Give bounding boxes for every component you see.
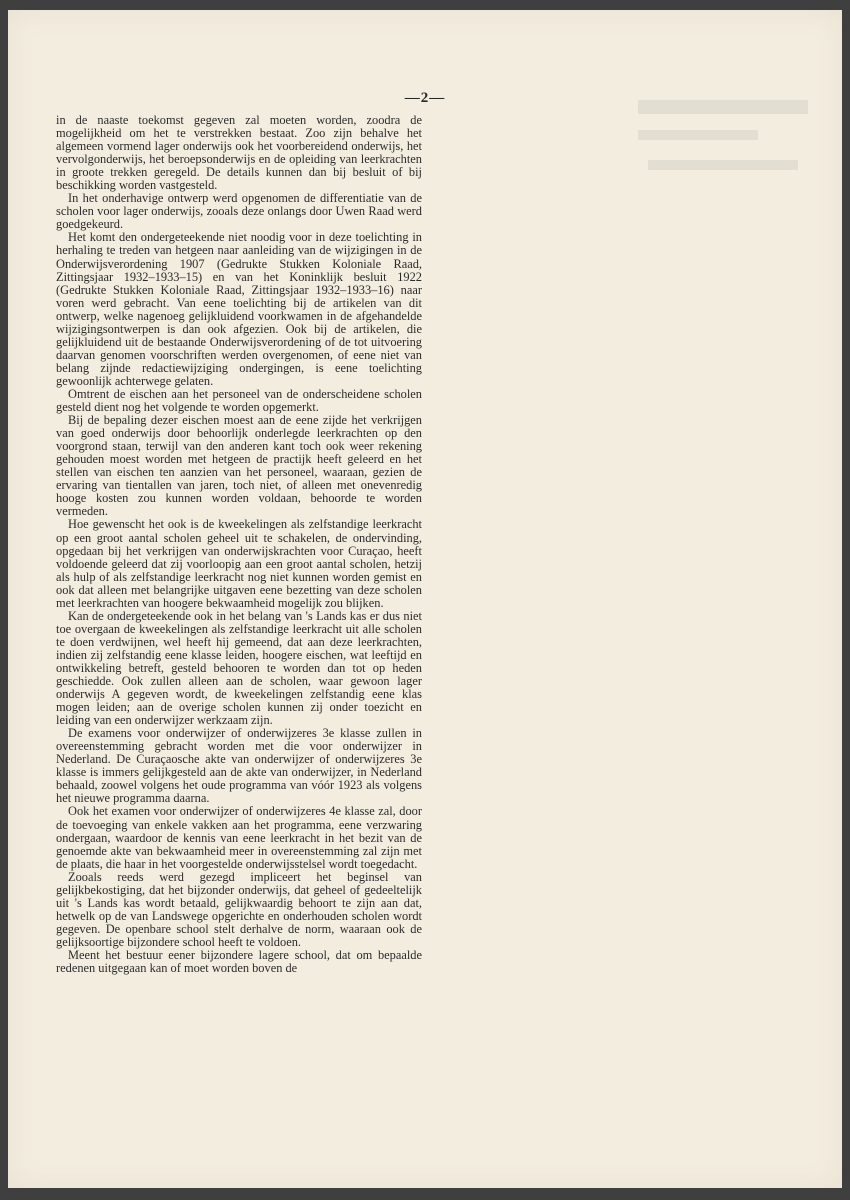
paragraph: Het komt den ondergeteekende niet noodig voor in deze toelichting in herhaling te treden van hetgeen naar aanleiding van de wijzigingen in de Onderwijsverordening 1907 (Gedrukte Stukken Koloniale Raad, Zittingsjaar 1932–1933–15) en van het Koninklijk besluit 1922 (Gedrukte Stukken Koloniale Raad, Zittingsjaar 1932–1933–16) naar voren werd gebracht. Van eene toelichting bij de artikelen van dit ontwerp, welke nagenoeg gelijkluidend voorkwamen in de afgehandelde wijzigingsontwerpen is dan ook afgezien. Ook bij de artikelen, die gelijkluidend uit de bestaande Onderwijsverordening of de tot uitvoering daarvan genomen voorschriften werden overgenomen, of eene niet van belang zijnde redactiewijziging ondergingen, is eene toelichting gewoonlijk achterwege gelaten. <box>56 230 422 388</box>
paragraph: Ook het examen voor onderwijzer of onderwijzeres 4e klasse zal, door de toevoeging van enkele vakken aan het programma, eene verzwaring ondergaan, waardoor de kennis van eene leerkracht in het bezit van de genoemde akte van bekwaamheid meer in overeenstemming zal zijn met de plaats, die haar in het voorgestelde onderwijsstelsel wordt toegedacht. <box>56 804 422 871</box>
paragraph: In het onderhavige ontwerp werd opgenomen de differentiatie van de scholen voor lager onderwijs, zooals deze onlangs door Uwen Raad werd goedgekeurd. <box>56 191 422 232</box>
paragraph: Meent het bestuur eener bijzondere lagere school, dat om bepaalde redenen uitgegaan kan of moet worden boven de <box>56 948 422 976</box>
paragraph: Kan de ondergeteekende ook in het belang van 's Lands kas er dus niet toe overgaan de kweekelingen als zelfstandige leerkracht uit alle scholen te doen verdwijnen, wel heeft hij gemeend, dat aan deze leerkrachten, indien zij zelfstandig eene klasse leiden, hoogere eischen, wat leeftijd en ontwikkeling betreft, gesteld behooren te worden dan tot op heden geschiedde. Ook zullen alleen aan de scholen, waar gewoon lager onderwijs A gegeven wordt, de kweekelingen zelfstandig eene klas mogen leiden; aan de overige scholen kunnen zij onder toezicht en leiding van een onderwijzer werkzaam zijn. <box>56 608 422 728</box>
paragraph: Bij de bepaling dezer eischen moest aan de eene zijde het verkrijgen van goed onderwijs door behoorlijk onderlegde leerkrachten op den voorgrond staan, terwijl van den anderen kant toch ook weer rekening gehouden moest worden met hetgeen de practijk heeft geleerd en het stellen van eischen ten aanzien van het personeel, waaraan, gezien de ervaring van tientallen van jaren, toch niet, of alleen met onevenredig hooge kosten zou kunnen worden voldaan, behoorde te worden vermeden. <box>56 413 422 519</box>
paragraph: De examens voor onderwijzer of onderwijzeres 3e klasse zullen in overeenstemming gebracht worden met die voor onderwijzer in Nederland. De Curaçaosche akte van onderwijzer of onderwijzeres 3e klasse is immers gelijkgesteld aan de akte van onderwijzer, in Nederland behaald, zoowel volgens het oude programma van vóór 1923 als volgens het nieuwe programma daarna. <box>56 726 422 806</box>
paragraph: Omtrent de eischen aan het personeel van de onderscheidene scholen gesteld dient nog het volgende te worden opgemerkt. <box>56 386 422 415</box>
paragraph: Zooals reeds werd gezegd impliceert het beginsel van gelijkbekostiging, dat het bijzonder onderwijs, dat geheel of gedeeltelijk uit 's Lands kas wordt betaald, gelijkwaardig behoort te zijn aan dat, hetwelk op de van Landswege opgerichte en onderhouden scholen wordt gegeven. De openbare school stelt derhalve de norm, waaraan ook de gelijksoortige bijzondere school heeft te voldoen. <box>56 869 422 949</box>
paragraph: in de naaste toekomst gegeven zal moeten worden, zoodra de mogelijkheid om het te verstrekken bestaat. Zoo zijn behalve het algemeen vormend lager onderwijs ook het voorbereidend onderwijs, het vervolgonderwijs, het beroepsonderwijs en de opleiding van leerkrachten in groote trekken geregeld. De details kunnen dan bij besluit of bij beschikking worden vastgesteld. <box>56 113 422 193</box>
document-page <box>8 10 842 1188</box>
body-text <box>56 114 422 975</box>
paragraph: Hoe gewenscht het ook is de kweekelingen als zelfstandige leerkracht op een groot aantal scholen geheel uit te schakelen, de ondervinding, opgedaan bij het verkrijgen van onderwijskrachten voor Curaçao, heeft voldoende geleerd dat zij voorloopig aan een groot aantal scholen, hetzij als hulp of als zelfstandige leerkracht nog niet kunnen worden gemist en ook dat alleen met belangrijke uitgaven eene bezetting van deze scholen met leerkrachten van hoogere bekwaamheid mogelijk zou blijken. <box>56 517 422 610</box>
bleed-through-shadow <box>628 90 828 210</box>
page-number: —2— <box>404 90 446 106</box>
